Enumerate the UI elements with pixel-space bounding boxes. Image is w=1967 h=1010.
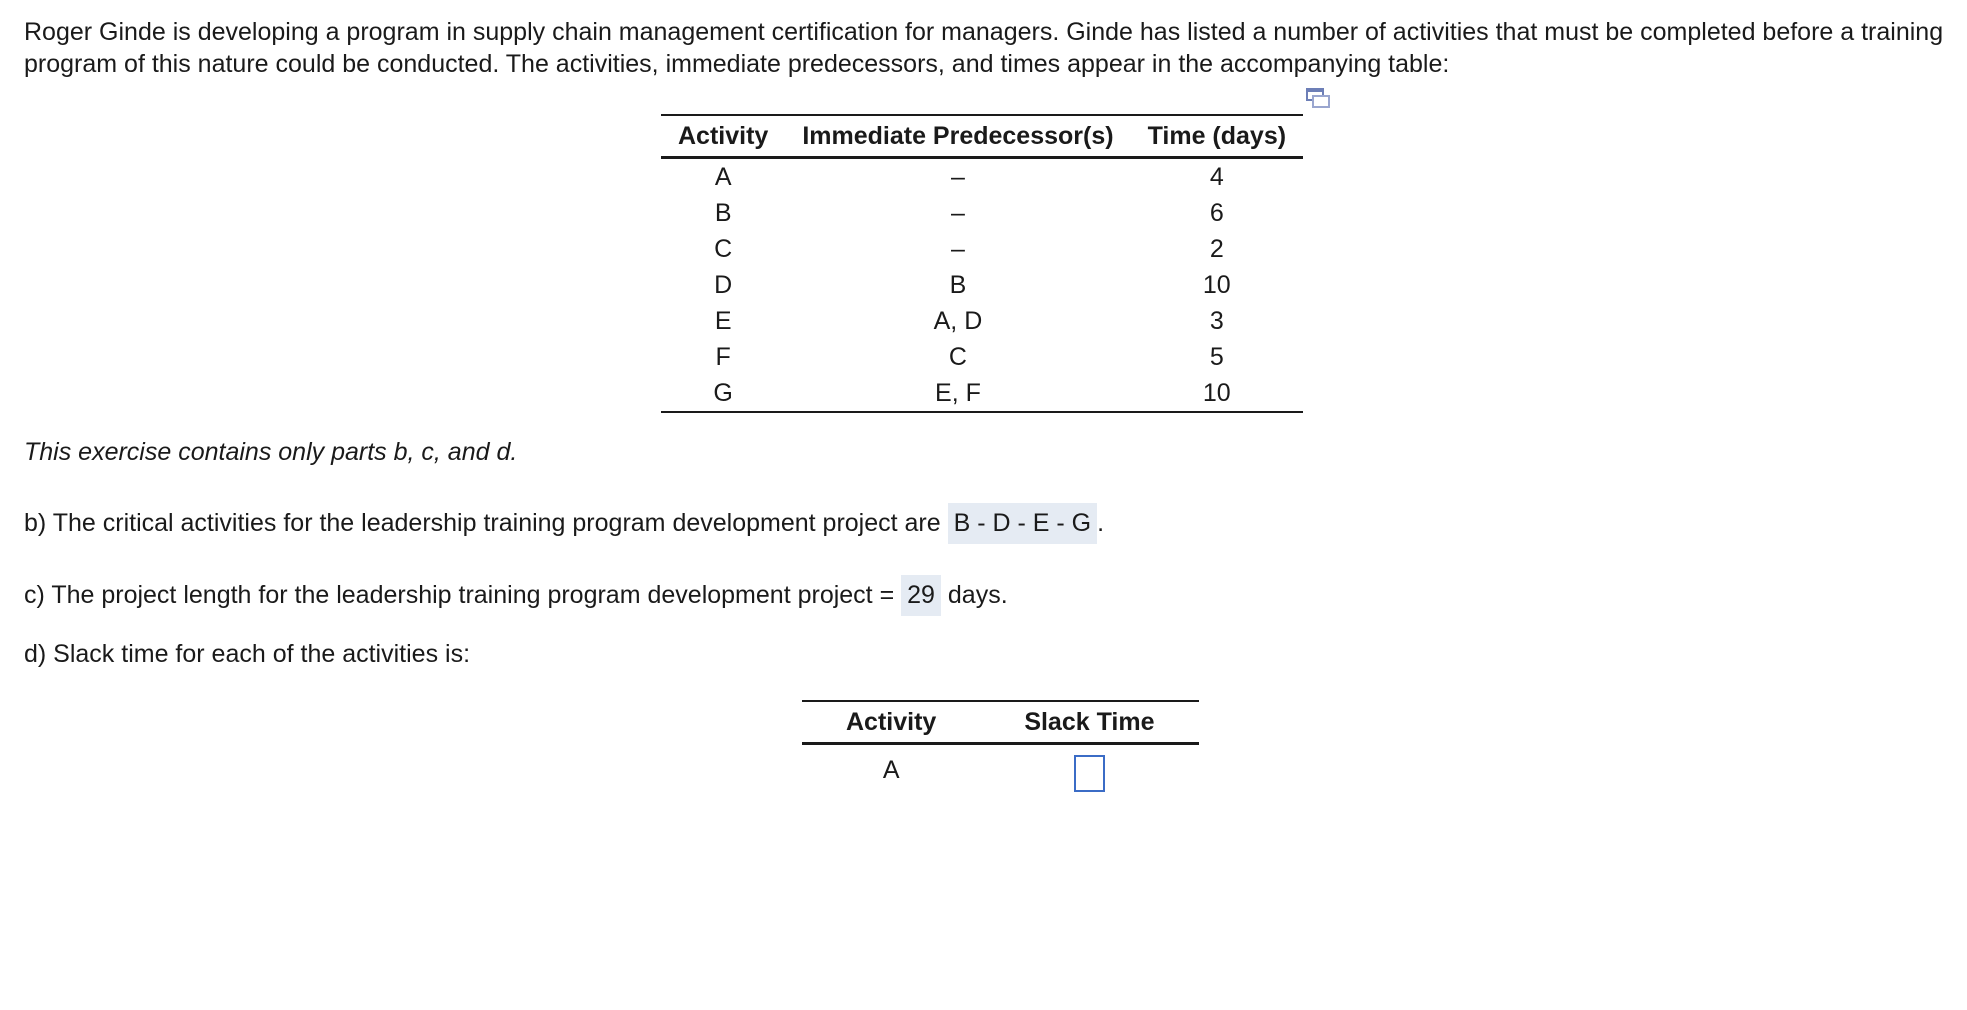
part-b-question bbox=[24, 503, 1104, 544]
part-c-answer-field[interactable]: 29 bbox=[901, 575, 941, 616]
cell-time: 4 bbox=[1209, 162, 1224, 191]
slack-header-slack-time: Slack Time bbox=[1024, 707, 1155, 736]
part-b-text: b) The critical activities for the leadership training program development project are bbox=[24, 509, 941, 537]
exercise-note: This exercise contains only parts b, c, and d. bbox=[24, 438, 518, 466]
problem-statement: Roger Ginde is developing a program in supply chain management certification for managers. Ginde has listed a number of activities that must be completed before a training program of this nature could be conducted. The activities, immediate predecessors, and times appear in the accompanying table: bbox=[24, 18, 1944, 78]
cell-activity: B bbox=[714, 198, 732, 227]
cell-time: 3 bbox=[1209, 306, 1224, 335]
cell-time: 10 bbox=[1202, 378, 1231, 407]
cell-predecessor: C bbox=[948, 342, 967, 371]
cell-predecessor: – bbox=[950, 234, 965, 263]
cell-predecessor: B bbox=[949, 270, 967, 299]
header-activity: Activity bbox=[678, 121, 769, 150]
cell-predecessor: – bbox=[950, 198, 965, 227]
copy-table-icon[interactable] bbox=[1306, 88, 1330, 108]
header-predecessors: Immediate Predecessor(s) bbox=[802, 121, 1114, 150]
table-row bbox=[802, 744, 1199, 796]
cell-activity: F bbox=[715, 342, 731, 371]
cell-time: 5 bbox=[1209, 342, 1224, 371]
slack-cell-activity: A bbox=[882, 755, 900, 784]
slack-table-header-row bbox=[802, 701, 1199, 744]
cell-predecessor: A, D bbox=[933, 306, 983, 335]
cell-time: 2 bbox=[1209, 234, 1224, 263]
cell-time: 10 bbox=[1202, 270, 1231, 299]
activity-table-header-row bbox=[661, 115, 1303, 158]
cell-activity: D bbox=[714, 270, 733, 299]
table-row bbox=[661, 339, 1303, 375]
part-c-suffix: days. bbox=[947, 581, 1008, 609]
table-row bbox=[661, 195, 1303, 231]
cell-activity: C bbox=[714, 234, 733, 263]
table-row bbox=[661, 375, 1303, 412]
part-c-question bbox=[24, 575, 1008, 616]
cell-predecessor: E, F bbox=[935, 378, 981, 407]
table-row bbox=[661, 303, 1303, 339]
table-row bbox=[661, 158, 1303, 196]
slack-cell-input-wrap bbox=[980, 744, 1198, 796]
cell-activity: G bbox=[713, 378, 733, 407]
part-c-text: c) The project length for the leadership training program development project = bbox=[24, 581, 895, 609]
table-row bbox=[661, 267, 1303, 303]
header-time: Time (days) bbox=[1147, 121, 1287, 150]
cell-predecessor: – bbox=[950, 162, 965, 191]
cell-activity: E bbox=[714, 306, 732, 335]
slack-time-input[interactable] bbox=[1074, 755, 1105, 792]
table-row bbox=[661, 231, 1303, 267]
part-b-answer-field[interactable]: B - D - E - G bbox=[948, 503, 1098, 544]
slack-table bbox=[802, 700, 1199, 795]
slack-header-activity: Activity bbox=[846, 707, 937, 736]
cell-time: 6 bbox=[1209, 198, 1224, 227]
part-d-question: d) Slack time for each of the activities is: bbox=[24, 640, 471, 668]
part-b-suffix: . bbox=[1097, 509, 1105, 537]
cell-activity: A bbox=[714, 162, 732, 191]
activity-table bbox=[661, 114, 1303, 413]
